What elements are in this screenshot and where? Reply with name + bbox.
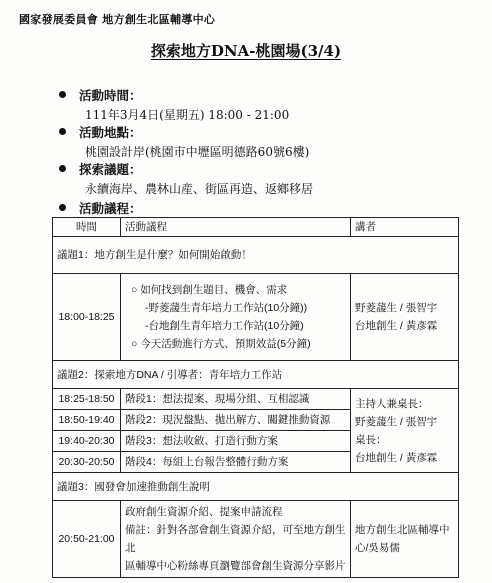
- row-speakers: [351, 274, 459, 361]
- section-2-title: 議題2：探索地方DNA / 引導者：青年培力工作站: [53, 361, 459, 389]
- place-value: 桃園設計岸(桃園市中壢區明德路60號6樓): [85, 145, 310, 159]
- time-value: 111年3月4日(星期五) 18:00 - 21:00: [85, 108, 290, 122]
- stage-time: 19:40-20:30: [53, 431, 121, 452]
- section-row: [53, 237, 459, 274]
- section-row: [53, 473, 459, 501]
- stage-time: 18:50-19:40: [53, 410, 121, 431]
- speaker-line: 台地創生 / 黃彥霖: [355, 451, 438, 464]
- speaker-line: 野菱蘐生 / 張智宇: [355, 415, 438, 428]
- stage-desc: 階段2：現況盤點、拋出解方、關鍵推動資源: [121, 410, 351, 431]
- speaker-line: 主持人兼桌長：: [355, 397, 429, 410]
- row-time: 20:50-21:00: [53, 501, 121, 578]
- bullet-icon: [59, 91, 66, 98]
- speaker-line: 野菱蘐生 / 張智宇: [355, 302, 438, 315]
- row-time: 18:00-18:25: [53, 274, 121, 361]
- bullet-icon: [59, 128, 66, 135]
- header-agenda: 活動議程: [121, 218, 351, 237]
- list-item: 備註：針對各部會創生資源介紹，可至地方創生北: [125, 524, 346, 555]
- speaker-line: 桌長：: [355, 433, 387, 446]
- row-speaker: [351, 501, 459, 578]
- bullet-icon: [59, 204, 66, 211]
- place-label: 活動地點：: [79, 125, 142, 140]
- section-row: [53, 361, 459, 389]
- time-label: 活動時間：: [79, 88, 142, 103]
- agenda-table: [52, 217, 459, 578]
- speaker-line: 地方創生北區輔導中: [355, 524, 450, 537]
- list-item: -野菱蘐生青年培力工作站(10分鐘)): [145, 302, 308, 315]
- speaker-line: 台地創生 / 黃彥霖: [355, 320, 438, 333]
- stage-time: 20:30-20:50: [53, 452, 121, 473]
- table-row: [53, 274, 459, 361]
- topic-value: 永續海岸、農林山産、街區再造、返鄉移居: [85, 182, 314, 196]
- page-title: 探索地方DNA-桃園場(3/4): [150, 42, 342, 60]
- bullet-icon: [59, 165, 66, 172]
- section-3-title: 議題3：國發會加速推動創生說明: [53, 473, 459, 501]
- speaker-line: 心/吳易儒: [355, 542, 400, 555]
- stage-time: 18:25-18:50: [53, 389, 121, 410]
- header-speaker: 講者: [351, 218, 459, 237]
- list-item: ○ 如何找到創生題目、機會、需求: [131, 284, 288, 297]
- header-time: 時間: [53, 218, 121, 237]
- table-header-row: [53, 218, 459, 237]
- list-item: 政府創生資源介紹、提案申請流程: [125, 506, 283, 519]
- table-row: [53, 501, 459, 578]
- row-items: [121, 501, 351, 578]
- stage-desc: 階段3：想法收斂、打造行動方案: [121, 431, 351, 452]
- section-1-title: 議題1：地方創生是什麼？如何開始啟動！: [53, 237, 459, 274]
- agenda-label: 活動議程：: [79, 201, 142, 216]
- list-item: -台地創生青年培力工作站(10分鐘): [145, 320, 304, 333]
- stage-speakers: [351, 389, 459, 473]
- stage-desc: 階段4：每組上台報告整體行動方案: [121, 452, 351, 473]
- row-items: [121, 274, 351, 361]
- table-row: [53, 389, 459, 410]
- list-item: ○ 今天活動進行方式、預期效益(5分鐘): [131, 338, 311, 351]
- org-header: 國家發展委員會 地方創生北區輔導中心: [19, 13, 216, 26]
- list-item: 區輔導中心粉絲專頁瀏覽部會創生資源分享影片: [125, 560, 346, 573]
- topic-label: 探索議題：: [79, 162, 142, 177]
- stage-desc: 階段1：想法提案、現場分組、互相認識: [121, 389, 351, 410]
